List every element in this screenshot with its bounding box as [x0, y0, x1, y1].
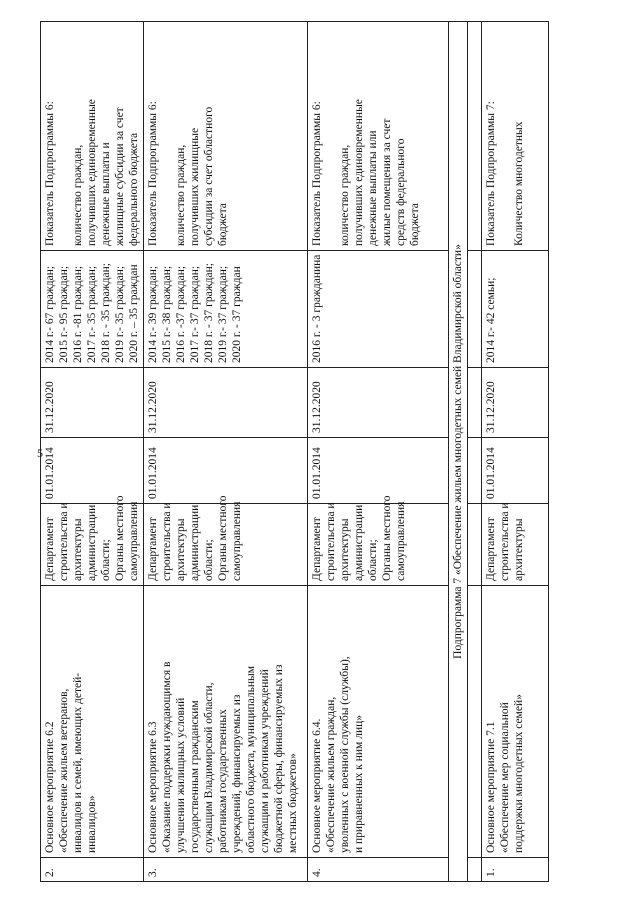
subprogram-heading-row [449, 22, 468, 882]
text-line: Департамент [147, 517, 160, 581]
target-values-cell [308, 251, 449, 368]
text-line: строительства и [58, 502, 71, 581]
text-line: бюджета [217, 203, 230, 246]
text-line: «Обеспечение жильем ветеранов, [58, 688, 71, 853]
text-line: денежные выплаты и [100, 142, 113, 246]
text-line: и приравненных к ним лиц» [353, 714, 366, 853]
text-line: архитектуры [339, 518, 352, 581]
spacer-cell [468, 586, 482, 858]
text-line: получивших единовременные [353, 99, 366, 246]
spacer-cell [468, 22, 482, 251]
text-line: администрации [189, 504, 202, 581]
spacer-cell [468, 858, 482, 882]
text-line: служащим Владимирской области, [203, 682, 216, 853]
indicator-text [338, 26, 422, 246]
text-line: государственным гражданским [189, 700, 202, 853]
start-date-cell: 01.01.2014 [144, 438, 308, 504]
executor-cell [144, 495, 308, 586]
indicator-cell [482, 22, 549, 251]
text-line: области; [367, 539, 380, 581]
text-line: области; [203, 539, 216, 581]
text-line: 2020 г. - 37 граждан [231, 266, 244, 363]
row-number: 3. [144, 858, 308, 882]
indicator-text [512, 26, 526, 246]
text-line: строительства и [325, 502, 338, 581]
text-line: служащим и работникам учреждений [259, 669, 272, 853]
text-line: самоуправления [128, 501, 141, 581]
text-line: 2018 г. - 35 граждан; [100, 263, 113, 363]
spacer-cell [468, 438, 482, 504]
text-line: Департамент [311, 517, 324, 581]
page-number: 5 [37, 446, 43, 460]
text-line: поддержки многодетных семей» [513, 694, 526, 853]
text-line: Основное мероприятие 6.3 [147, 721, 160, 853]
text-line: 2017 г.- 37 граждан; [189, 265, 202, 363]
text-line: 2015 г.- 38 граждан; [161, 265, 174, 363]
activity-cell [308, 586, 449, 858]
start-date-cell: 01.01.2014 [482, 438, 549, 504]
text-line: областного бюджета, муниципальным [245, 665, 258, 853]
text-line: 2016 г. -81 граждан; [72, 265, 85, 363]
end-date-cell: 31.12.2020 [308, 368, 449, 438]
row-number: 2. [41, 858, 144, 882]
indicator-text [174, 26, 230, 246]
target-values-cell [482, 251, 549, 368]
text-line: самоуправления [395, 501, 408, 581]
indicator-cell [41, 22, 144, 251]
text-line: бюджета [409, 203, 422, 246]
text-line: Органы местного [217, 495, 230, 581]
text-line: инвалидов и семей, имеющих детей- [72, 672, 85, 853]
text-line: Основное мероприятие 6.2 [44, 721, 56, 853]
text-line: жилищные субсидии за счет [114, 107, 127, 246]
executor-cell [482, 504, 549, 586]
end-date-cell: 31.12.2020 [482, 368, 549, 438]
text-line: местных бюджетов» [287, 753, 300, 853]
rotated-document-page [40, 22, 600, 882]
text-line: 2014 г.- 39 граждан; [147, 265, 160, 363]
text-line: Департамент [44, 517, 56, 581]
text-line: строительства и [161, 502, 174, 581]
start-date-cell: 01.01.2014 [41, 438, 144, 504]
table-row [482, 22, 549, 882]
text-line: 2014 г.- 67 граждан; [44, 265, 56, 363]
indicator-title: Показатель Подпрограммы 7: [485, 101, 498, 246]
indicator-cell [308, 22, 449, 251]
text-line: архитектуры [513, 518, 526, 581]
text-line: субсидии за счет областного [203, 106, 216, 246]
indicator-title: Показатель Подпрограммы 6: [44, 101, 56, 246]
text-line: улучшении жилищных условий [175, 697, 188, 853]
text-line: архитектуры [72, 518, 85, 581]
activities-table [40, 21, 549, 882]
end-date-cell: 31.12.2020 [41, 368, 144, 438]
text-line: 2016 г. - 3 гражданина [311, 254, 324, 363]
text-line: получивших единовременные [86, 99, 99, 246]
text-line: федерального бюджета [128, 132, 141, 246]
text-line: строительства и [499, 502, 512, 581]
subprogram-heading: Подпрограмма 7 «Обеспечение жильем многодетных семей Владимирской области» [449, 22, 468, 882]
table-row [41, 22, 144, 882]
text-line: средств федерального [395, 138, 408, 246]
text-line: архитектуры [175, 518, 188, 581]
target-values-cell [41, 251, 144, 368]
text-line: 2018 г. - 37 граждан; [203, 263, 216, 363]
text-line: учреждений, финансируемых из [231, 694, 244, 853]
text-line: 2020 г. – 35 граждан [128, 264, 141, 363]
indicator-title: Показатель Подпрограммы 6: [147, 101, 160, 246]
text-line: Органы местного [381, 495, 394, 581]
text-line: Количество многодетных [513, 121, 526, 246]
text-line: Основное мероприятие 6.4. [311, 718, 324, 853]
start-date-cell: 01.01.2014 [308, 438, 449, 504]
text-line: 2019 г.- 37 граждан; [217, 265, 230, 363]
executor-cell [308, 495, 449, 586]
text-line: самоуправления [231, 501, 244, 581]
text-line: 2017 г.- 35 граждан; [86, 265, 99, 363]
indicator-title: Показатель Подпрограммы 6: [311, 101, 324, 246]
table-row [308, 22, 449, 882]
row-number: 1. [482, 858, 549, 882]
indicator-text [71, 26, 141, 246]
activity-cell [144, 586, 308, 858]
text-line: количество граждан, [72, 144, 85, 246]
activity-cell [41, 586, 144, 858]
row-number: 4. [308, 858, 449, 882]
text-line: количество граждан, [175, 144, 188, 246]
text-line: «Оказание поддержки нуждающимся в [161, 661, 174, 853]
text-line: администрации [86, 504, 99, 581]
text-line: бюджетной сферы, финансируемых из [273, 664, 286, 853]
text-line: «Обеспечение мер социальной [499, 702, 512, 853]
text-line: администрации [353, 504, 366, 581]
text-line: «Обеспечение жильем граждан, [325, 696, 338, 853]
activity-cell [482, 586, 549, 858]
text-line: жилые помещения за счет [381, 118, 394, 246]
text-line: Департамент [485, 517, 498, 581]
text-line: Основное мероприятие 7.1 [485, 721, 498, 853]
text-line: денежные выплаты или [367, 130, 380, 246]
target-values-cell [144, 251, 308, 368]
end-date-cell: 31.12.2020 [144, 368, 308, 438]
text-line: получивших жилищные [189, 127, 202, 246]
text-line: инвалидов» [86, 795, 99, 853]
text-line: области; [100, 539, 113, 581]
spacer-cell [468, 504, 482, 586]
text-line: 2015 г.- 95 граждан; [58, 265, 71, 363]
text-line: уволенных с военной службы (службы), [339, 656, 352, 853]
text-line: 2014 г.- 42 семьи; [485, 277, 498, 363]
text-line: 2016 г. -37 граждан; [175, 265, 188, 363]
spacer-row [468, 22, 482, 882]
text-line: количество граждан, [339, 144, 352, 246]
text-line: 2019 г.- 35 граждан; [114, 265, 127, 363]
text-line: работникам государственных [217, 709, 230, 853]
spacer-cell [468, 251, 482, 368]
executor-cell [41, 495, 144, 586]
indicator-cell [144, 22, 308, 251]
table-row [144, 22, 308, 882]
text-line: Органы местного [114, 495, 127, 581]
spacer-cell [468, 368, 482, 438]
